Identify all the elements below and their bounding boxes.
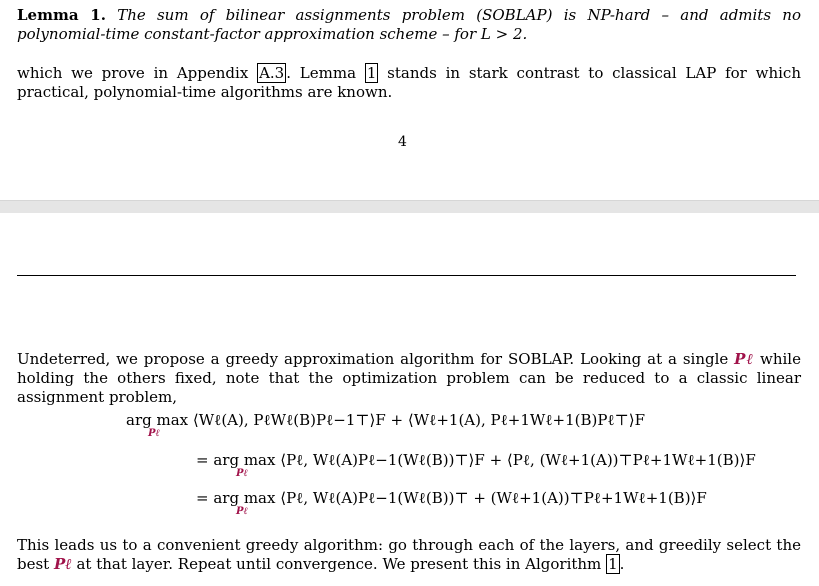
lead-text-2: at that layer. Repeat until convergence. We present this in Algorithm [71,555,607,573]
lemma-label: Lemma 1. [17,6,106,24]
p-ell-symbol-2: Pℓ [53,555,72,573]
equation-2-argmax-subscript: Pℓ [236,468,248,479]
greedy-text-1: Undeterred, we propose a greedy approximation algorithm for SOBLAP. Looking at a single [17,350,735,368]
equation-3-argmax-subscript: Pℓ [236,506,248,517]
page-number: 4 [398,134,407,150]
lemma-statement [17,6,801,44]
equation-line-3 [196,489,707,517]
after-lemma-text-1: which we prove in Appendix [17,64,258,82]
after-lemma-text-3: stands in stark contrast to classical LAP for which practical, polynomial-time algorithms are known. [17,64,801,101]
equation-line-2 [196,451,756,479]
equation-1-text: arg max ⟨Wℓ(A), PℓWℓ(B)Pℓ−1⊤⟩F + ⟨Wℓ+1(A), Pℓ+1Wℓ+1(B)Pℓ⊤⟩F [126,411,645,429]
top-page [0,0,819,200]
equation-line-1 [126,411,645,439]
lead-text-1: This leads us to a convenient greedy algorithm: go through each of the layers, and greedily select the best [17,536,801,573]
greedy-paragraph [17,350,801,407]
equation-3-text: = arg max ⟨Pℓ, Wℓ(A)Pℓ−1(Wℓ(B))⊤ + (Wℓ+1(A))⊤Pℓ+1Wℓ+1(B)⟩F [196,489,707,507]
p-ell-symbol: Pℓ [734,350,755,368]
greedy-text-2: while holding the others fixed, note that the optimization problem can be reduced to a classic linear assignment problem, [17,350,801,406]
page-separator [0,200,819,213]
lemma-text: The sum of bilinear assignments problem (SOBLAP) is NP-hard – and admits no polynomial-time constant-factor approximation scheme – for L > 2. [17,6,801,43]
lemma-link[interactable]: 1 [366,64,377,82]
equation-1-argmax-subscript: Pℓ [148,428,160,439]
after-lemma-text-2: . Lemma [286,64,365,82]
algorithm-link[interactable]: 1 [608,555,618,573]
horizontal-rule [17,275,796,276]
appendix-link[interactable]: A.3 [259,64,285,82]
conclusion-paragraph [17,536,801,574]
equation-2-text: = arg max ⟨Pℓ, Wℓ(A)Pℓ−1(Wℓ(B))⊤⟩F + ⟨Pℓ, (Wℓ+1(A))⊤Pℓ+1Wℓ+1(B)⟩F [196,451,756,469]
lead-text-3: . [619,555,625,573]
after-lemma-paragraph [17,64,801,102]
bottom-page [0,213,819,586]
